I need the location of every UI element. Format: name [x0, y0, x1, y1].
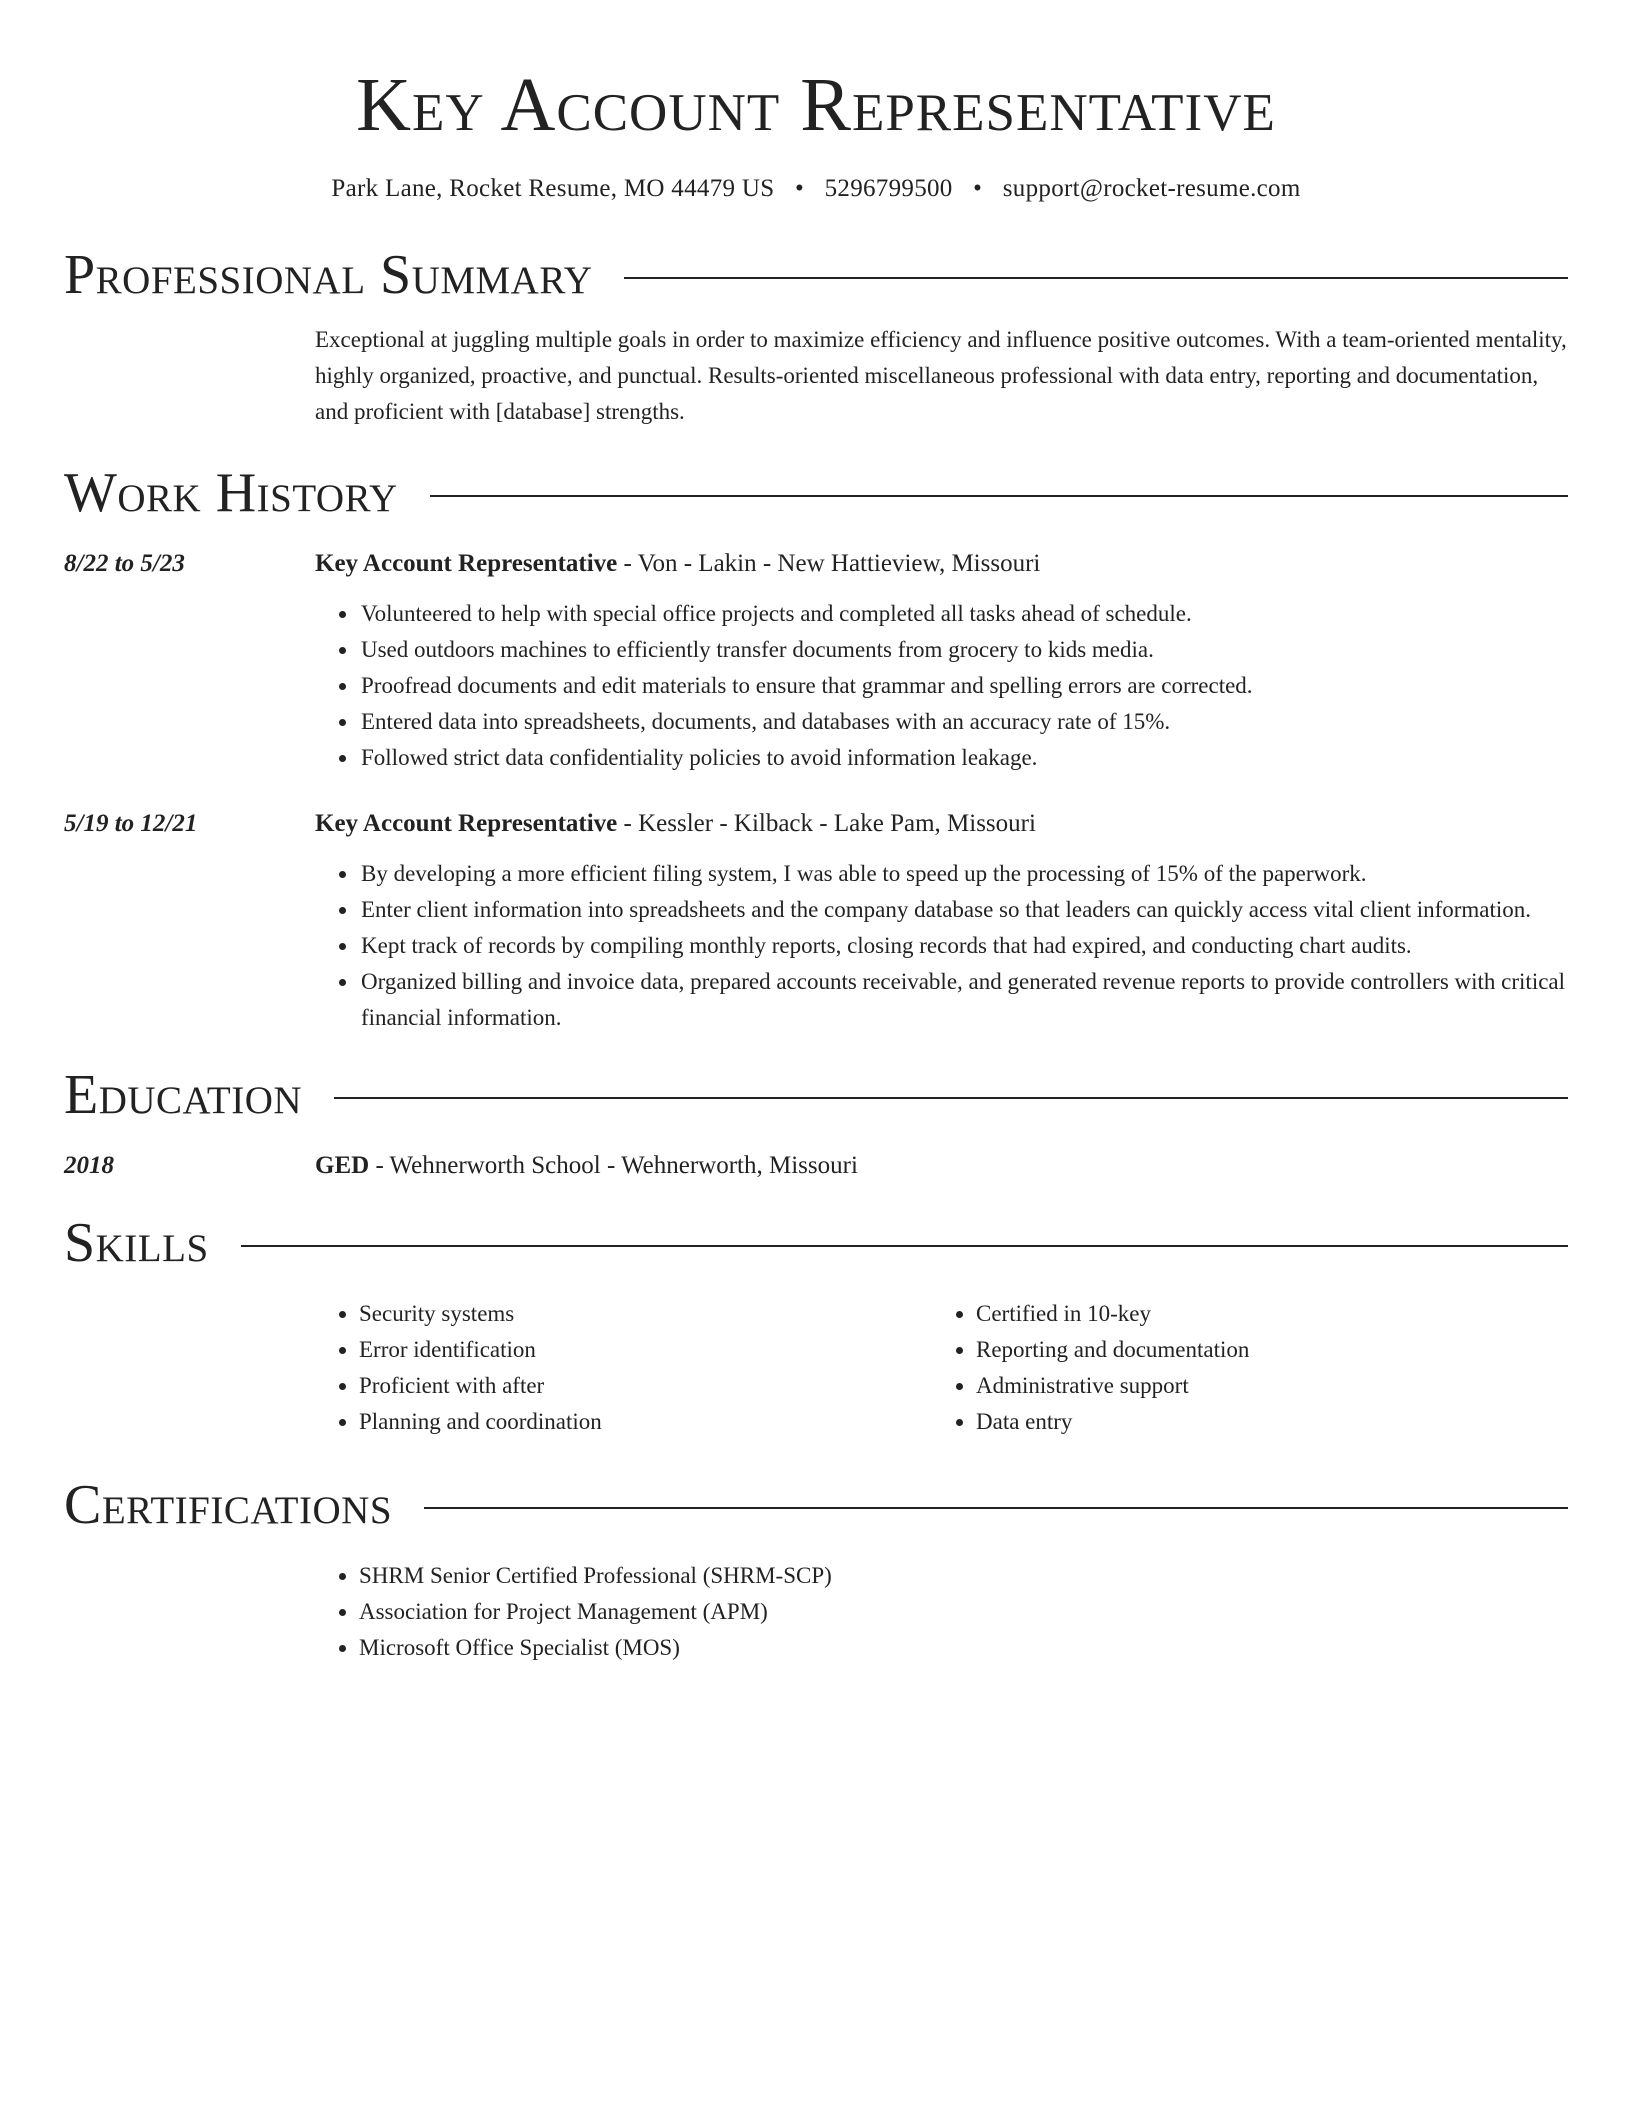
section-title-education: Education	[64, 1064, 303, 1126]
contact-phone: 5296799500	[824, 175, 953, 202]
skills-column-right	[932, 1296, 1549, 1440]
job-heading	[315, 546, 1568, 582]
job-dates: 5/19 to 12/21	[64, 810, 198, 837]
certifications-bullets	[315, 1558, 1568, 1666]
candidate-name: Key Account Representative	[356, 63, 1276, 147]
education-entry	[64, 1148, 1568, 1184]
list-item: • Planning and coordination	[359, 1404, 932, 1440]
job-bullets	[315, 596, 1568, 776]
list-item: • Entered data into spreadsheets, documents, and databases with an accuracy rate of 15%.	[359, 704, 1568, 740]
summary-text: Exceptional at juggling multiple goals in order to maximize efficiency and influence positive outcomes. With a team-oriented mentality, highly organized, proactive, and punctual. Results-oriented miscellaneous professional with data entry, reporting and documentation, and proficient with [database] strengths.	[315, 327, 1567, 424]
contact-email[interactable]: support@rocket-resume.com	[1002, 175, 1301, 202]
list-item: • Followed strict data confidentiality policies to avoid information leakage.	[359, 740, 1568, 776]
section-header-summary	[64, 240, 1568, 310]
job-employer: - Kessler - Kilback - Lake Pam, Missouri	[617, 810, 1036, 837]
list-item: • Used outdoors machines to efficiently transfer documents from grocery to kids media.	[359, 632, 1568, 668]
job-entry	[64, 546, 1568, 776]
education-degree: GED	[315, 1152, 370, 1179]
section-divider	[334, 1097, 1568, 1099]
job-heading	[315, 806, 1568, 842]
list-item: • Organized billing and invoice data, prepared accounts receivable, and generated revenue reports to provide controllers with critical financial information.	[359, 964, 1568, 1036]
certifications-list	[315, 1558, 1568, 1666]
section-divider	[430, 495, 1568, 497]
contact-line	[64, 172, 1568, 206]
contact-separator: •	[973, 175, 983, 202]
list-item: • SHRM Senior Certified Professional (SHRM-SCP)	[359, 1558, 1568, 1594]
education-details	[315, 1148, 1568, 1184]
section-divider	[624, 277, 1568, 279]
resume-page	[64, 0, 1568, 1666]
section-header-skills	[64, 1208, 1568, 1278]
list-item: • Error identification	[359, 1332, 932, 1368]
list-item: • Volunteered to help with special office projects and completed all tasks ahead of schedule.	[359, 596, 1568, 632]
section-divider	[241, 1245, 1568, 1247]
education-school: - Wehnerworth School - Wehnerworth, Missouri	[369, 1152, 858, 1179]
job-content	[315, 806, 1568, 1036]
job-content	[315, 546, 1568, 776]
list-item: • Enter client information into spreadsheets and the company database so that leaders can quickly access vital client information.	[359, 892, 1568, 928]
section-title-certifications: Certifications	[64, 1474, 393, 1536]
list-item: • By developing a more efficient filing system, I was able to speed up the processing of 15% of the paperwork.	[359, 856, 1568, 892]
job-bullets	[315, 856, 1568, 1036]
section-header-certifications	[64, 1470, 1568, 1540]
list-item: • Administrative support	[976, 1368, 1549, 1404]
section-header-work-history	[64, 458, 1568, 528]
list-item: • Association for Project Management (APM)	[359, 1594, 1568, 1630]
section-title-summary: Professional Summary	[64, 244, 593, 306]
list-item: • Data entry	[976, 1404, 1549, 1440]
section-divider	[424, 1507, 1568, 1509]
list-item: • Microsoft Office Specialist (MOS)	[359, 1630, 1568, 1666]
section-title-skills: Skills	[64, 1212, 209, 1274]
section-title-work-history: Work History	[64, 462, 398, 524]
job-title: Key Account Representative	[315, 810, 618, 837]
job-title: Key Account Representative	[315, 550, 618, 577]
list-item: • Proficient with after	[359, 1368, 932, 1404]
list-item: • Security systems	[359, 1296, 932, 1332]
skills-list	[315, 1296, 1568, 1440]
contact-separator: •	[794, 175, 805, 202]
skills-column-left	[315, 1296, 932, 1440]
job-dates: 8/22 to 5/23	[64, 550, 185, 577]
job-entry	[64, 806, 1568, 1036]
section-header-education	[64, 1060, 1568, 1130]
list-item: • Kept track of records by compiling monthly reports, closing records that had expired, and conducting chart audits.	[359, 928, 1568, 964]
contact-address: Park Lane, Rocket Resume, MO 44479 US	[331, 175, 775, 202]
education-year: 2018	[64, 1152, 114, 1179]
job-employer: - Von - Lakin - New Hattieview, Missouri	[617, 550, 1041, 577]
list-item: • Certified in 10-key	[976, 1296, 1549, 1332]
list-item: • Proofread documents and edit materials to ensure that grammar and spelling errors are corrected.	[359, 668, 1568, 704]
list-item: • Reporting and documentation	[976, 1332, 1549, 1368]
